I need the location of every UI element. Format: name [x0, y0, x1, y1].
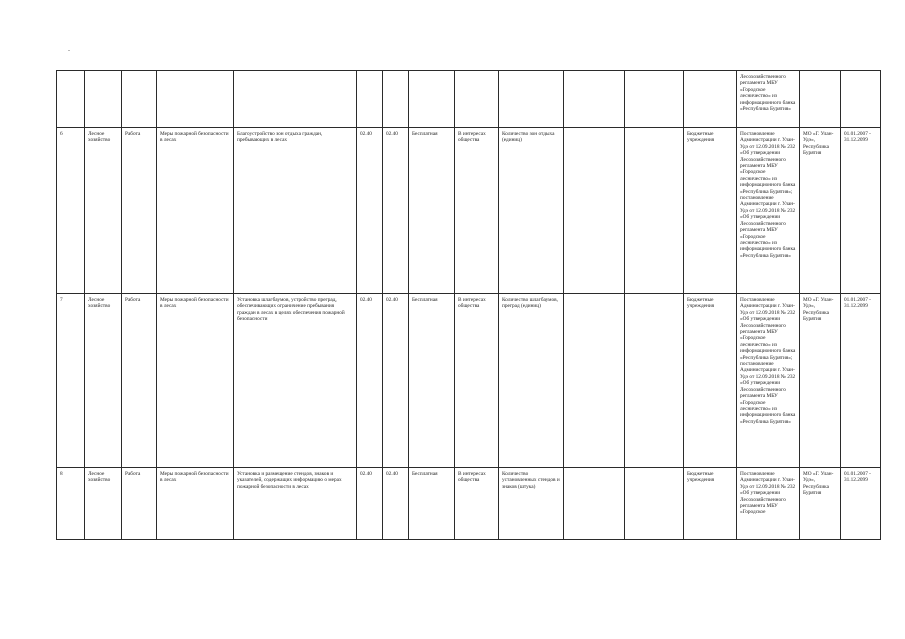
cell-sector: Лесное хозяйство [85, 294, 122, 468]
cell-indicator: Количество зон отдыха (единиц) [499, 128, 564, 294]
cell-sector: Лесное хозяйство [85, 128, 122, 294]
cell-content: Благоустройство зон отдыха граждан, пребывающих в лесах [234, 128, 357, 294]
cell-code2: 02.40 [383, 468, 409, 540]
cell-num: 7 [57, 294, 85, 468]
cell-code1: 02.40 [357, 468, 383, 540]
cell-owner: МО «Г. Улан-Удэ», Республика Бурятия [800, 294, 841, 468]
cell-blank1 [564, 294, 625, 468]
cell-code2: 02.40 [383, 128, 409, 294]
cell-blank1 [564, 71, 625, 128]
cell-blank2 [625, 468, 684, 540]
cell-type: Работа [122, 128, 157, 294]
cell-name [157, 71, 234, 128]
cell-type: Работа [122, 294, 157, 468]
cell-content [234, 71, 357, 128]
cell-price: Бесплатная [409, 128, 455, 294]
cell-legal-basis: Постановление Администрации г. Улан-Удэ от 12.09.2018 № 232 «Об утверждении Лесохозяйственного регламента МБУ «Городское лесничество» из информационного банка «Республика Бурятия»; постановление Администрации г. Улан-Удэ от 12.09.2018 № 232 «Об утверждении Лесохозяйственного регламента МБУ «Городское лесничество» из информационного банка «Республика Бурятия» [737, 294, 800, 468]
cell-indicator: Количество установленных стендов и знаков (штука) [499, 468, 564, 540]
cell-blank1 [564, 468, 625, 540]
cell-owner: МО «Г. Улан-Удэ», Республика Бурятия [800, 468, 841, 540]
cell-period: 01.01.2007 - 31.12.2099 [841, 294, 881, 468]
cell-blank2 [625, 71, 684, 128]
cell-interest [455, 71, 499, 128]
cell-code1 [357, 71, 383, 128]
cell-name: Меры пожарной безопасности в лесах [157, 128, 234, 294]
cell-price [409, 71, 455, 128]
cell-owner [800, 71, 841, 128]
table-row [57, 468, 881, 540]
cell-owner: МО «Г. Улан-Удэ», Республика Бурятия [800, 128, 841, 294]
table-row [57, 294, 881, 468]
cell-num [57, 71, 85, 128]
cell-code2 [383, 71, 409, 128]
cell-indicator [499, 71, 564, 128]
cell-consumers: Бюджетные учреждения [684, 128, 737, 294]
cell-blank2 [625, 294, 684, 468]
cell-content: Установка и размещение стендов, знаков и указателей, содержащих информацию о мерах пожарной безопасности в лесах [234, 468, 357, 540]
cell-num: 6 [57, 128, 85, 294]
cell-code1: 02.40 [357, 294, 383, 468]
cell-name: Меры пожарной безопасности в лесах [157, 294, 234, 468]
cell-blank2 [625, 128, 684, 294]
cell-price: Бесплатная [409, 294, 455, 468]
cell-code1: 02.40 [357, 128, 383, 294]
cell-consumers: Бюджетные учреждения [684, 294, 737, 468]
cell-period: 01.01.2007 - 31.12.2099 [841, 468, 881, 540]
cell-code2: 02.40 [383, 294, 409, 468]
table-row [57, 71, 881, 128]
cell-content: Установка шлагбаумов, устройство преград, обеспечивающих ограничение пребывания граждан в лесах в целях обеспечения пожарной безопасности [234, 294, 357, 468]
cell-legal-basis: Постановление Администрации г. Улан-Удэ от 12.09.2018 № 232 «Об утверждении Лесохозяйственного регламента МБУ «Городское лесничество» из информационного банка «Республика Бурятия»; постановление Администрации г. Улан-Удэ от 12.09.2018 № 232 «Об утверждении Лесохозяйственного регламента МБУ «Городское лесничество» из информационного банка «Республика Бурятия» [737, 128, 800, 294]
cell-price: Бесплатная [409, 468, 455, 540]
cell-interest: В интересах общества [455, 468, 499, 540]
table-row [57, 128, 881, 294]
cell-consumers: Бюджетные учреждения [684, 468, 737, 540]
cell-sector: Лесное хозяйство [85, 468, 122, 540]
cell-blank1 [564, 128, 625, 294]
cell-sector [85, 71, 122, 128]
cell-type [122, 71, 157, 128]
cell-legal-basis: Постановление Администрации г. Улан-Удэ от 12.09.2018 № 232 «Об утверждении Лесохозяйственного регламента МБУ «Городское [737, 468, 800, 540]
cell-num: 8 [57, 468, 85, 540]
cell-interest: В интересах общества [455, 294, 499, 468]
cell-interest: В интересах общества [455, 128, 499, 294]
cell-legal-basis: Лесохозяйственного регламента МБУ «Городское лесничество» из информационного банка «Республика Бурятия» [737, 71, 800, 128]
scan-speck [68, 50, 70, 51]
registry-table [56, 70, 881, 540]
cell-type: Работа [122, 468, 157, 540]
cell-indicator: Количество шлагбаумов, преград (единиц) [499, 294, 564, 468]
cell-period [841, 71, 881, 128]
cell-consumers [684, 71, 737, 128]
cell-period: 01.01.2007 - 31.12.2099 [841, 128, 881, 294]
cell-name: Меры пожарной безопасности в лесах [157, 468, 234, 540]
